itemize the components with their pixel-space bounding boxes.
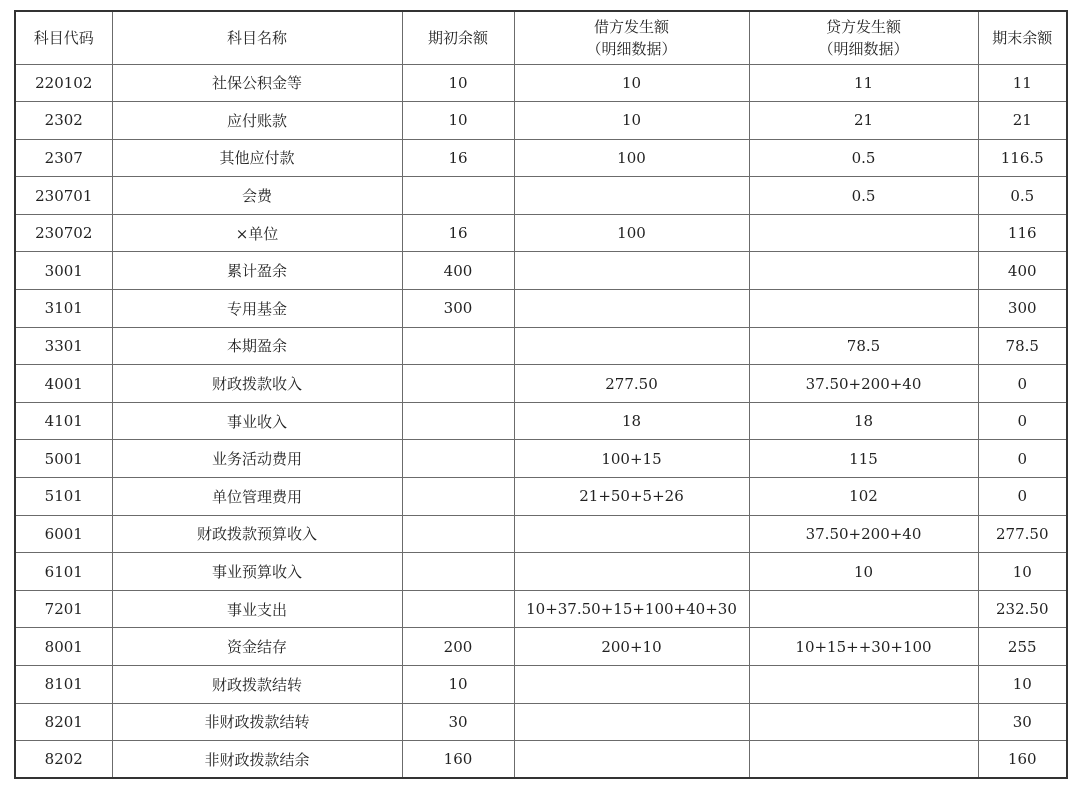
cell-credit: 10+15++30+100: [749, 628, 978, 666]
cell-credit: [749, 703, 978, 741]
cell-credit: 102: [749, 478, 978, 516]
cell-code: 2307: [15, 139, 112, 177]
table-header: [15, 11, 1067, 64]
cell-opening: [402, 590, 514, 628]
cell-closing: 160: [978, 741, 1067, 779]
table-row: [15, 553, 1067, 591]
cell-credit: [749, 666, 978, 704]
table-row: [15, 402, 1067, 440]
cell-debit: 277.50: [514, 365, 749, 403]
cell-debit: [514, 327, 749, 365]
cell-closing: 0: [978, 402, 1067, 440]
cell-opening: [402, 365, 514, 403]
cell-name: 财政拨款结转: [112, 666, 402, 704]
cell-code: 6001: [15, 515, 112, 553]
cell-opening: 300: [402, 290, 514, 328]
table-row: [15, 515, 1067, 553]
cell-name: ×单位: [112, 214, 402, 252]
table-row: [15, 290, 1067, 328]
table-row: [15, 703, 1067, 741]
header-debit-title: 借方发生额: [593, 17, 669, 36]
cell-name: 业务活动费用: [112, 440, 402, 478]
cell-closing: 116: [978, 214, 1067, 252]
cell-name: 事业收入: [112, 402, 402, 440]
cell-opening: [402, 177, 514, 215]
cell-closing: 277.50: [978, 515, 1067, 553]
cell-code: 8101: [15, 666, 112, 704]
cell-opening: 10: [402, 102, 514, 140]
cell-debit: [514, 703, 749, 741]
cell-closing: 116.5: [978, 139, 1067, 177]
cell-code: 4001: [15, 365, 112, 403]
cell-credit: 78.5: [749, 327, 978, 365]
cell-debit: [514, 515, 749, 553]
cell-opening: [402, 327, 514, 365]
table-row: [15, 478, 1067, 516]
cell-debit: 18: [514, 402, 749, 440]
cell-credit: 0.5: [749, 177, 978, 215]
cell-name: 事业预算收入: [112, 553, 402, 591]
cell-closing: 0.5: [978, 177, 1067, 215]
cell-debit: [514, 177, 749, 215]
cell-opening: [402, 478, 514, 516]
cell-name: 应付账款: [112, 102, 402, 140]
cell-code: 8202: [15, 741, 112, 779]
cell-closing: 0: [978, 440, 1067, 478]
cell-credit: 11: [749, 64, 978, 102]
cell-closing: 78.5: [978, 327, 1067, 365]
cell-code: 3101: [15, 290, 112, 328]
header-credit-title: 贷方发生额: [825, 17, 901, 36]
cell-code: 8001: [15, 628, 112, 666]
cell-credit: 18: [749, 402, 978, 440]
cell-code: 8201: [15, 703, 112, 741]
cell-code: 4101: [15, 402, 112, 440]
cell-debit: 200+10: [514, 628, 749, 666]
table-row: [15, 590, 1067, 628]
cell-credit: [749, 214, 978, 252]
cell-closing: 11: [978, 64, 1067, 102]
cell-name: 单位管理费用: [112, 478, 402, 516]
cell-credit: 10: [749, 553, 978, 591]
header-name: 科目名称: [112, 11, 402, 64]
header-credit: [749, 11, 978, 64]
cell-debit: 100+15: [514, 440, 749, 478]
cell-debit: 100: [514, 214, 749, 252]
cell-credit: [749, 290, 978, 328]
cell-name: 财政拨款收入: [112, 365, 402, 403]
cell-name: 事业支出: [112, 590, 402, 628]
cell-credit: 21: [749, 102, 978, 140]
cell-closing: 0: [978, 365, 1067, 403]
cell-opening: 400: [402, 252, 514, 290]
cell-name: 本期盈余: [112, 327, 402, 365]
cell-name: 其他应付款: [112, 139, 402, 177]
cell-code: 5101: [15, 478, 112, 516]
table-row: [15, 440, 1067, 478]
cell-closing: 300: [978, 290, 1067, 328]
cell-code: 7201: [15, 590, 112, 628]
cell-code: 6101: [15, 553, 112, 591]
cell-opening: 200: [402, 628, 514, 666]
header-opening: 期初余额: [402, 11, 514, 64]
cell-closing: 10: [978, 666, 1067, 704]
header-closing: 期末余额: [978, 11, 1067, 64]
cell-name: 社保公积金等: [112, 64, 402, 102]
cell-code: 230701: [15, 177, 112, 215]
cell-credit: [749, 741, 978, 779]
cell-code: 220102: [15, 64, 112, 102]
cell-closing: 0: [978, 478, 1067, 516]
header-row: [15, 11, 1067, 64]
table-row: [15, 139, 1067, 177]
cell-debit: [514, 553, 749, 591]
cell-debit: 10: [514, 102, 749, 140]
cell-credit: [749, 252, 978, 290]
header-debit-subtitle: （明细数据）: [586, 39, 677, 58]
cell-opening: 16: [402, 139, 514, 177]
cell-credit: 0.5: [749, 139, 978, 177]
cell-credit: 115: [749, 440, 978, 478]
cell-opening: 10: [402, 64, 514, 102]
cell-debit: 10+37.50+15+100+40+30: [514, 590, 749, 628]
cell-closing: 10: [978, 553, 1067, 591]
cell-closing: 400: [978, 252, 1067, 290]
cell-credit: 37.50+200+40: [749, 515, 978, 553]
table-row: [15, 214, 1067, 252]
cell-closing: 21: [978, 102, 1067, 140]
cell-name: 财政拨款预算收入: [112, 515, 402, 553]
cell-code: 2302: [15, 102, 112, 140]
cell-name: 资金结存: [112, 628, 402, 666]
cell-name: 非财政拨款结余: [112, 741, 402, 779]
cell-code: 230702: [15, 214, 112, 252]
cell-name: 累计盈余: [112, 252, 402, 290]
table-row: [15, 177, 1067, 215]
table-row: [15, 252, 1067, 290]
cell-debit: [514, 252, 749, 290]
table-row: [15, 741, 1067, 779]
table-body: [15, 64, 1067, 778]
cell-opening: [402, 402, 514, 440]
table-row: [15, 365, 1067, 403]
cell-opening: [402, 553, 514, 591]
cell-name: 会费: [112, 177, 402, 215]
cell-closing: 255: [978, 628, 1067, 666]
cell-closing: 30: [978, 703, 1067, 741]
ledger-table: [14, 10, 1068, 779]
cell-code: 5001: [15, 440, 112, 478]
cell-credit: [749, 590, 978, 628]
header-debit: [514, 11, 749, 64]
table-row: [15, 666, 1067, 704]
cell-opening: 10: [402, 666, 514, 704]
cell-code: 3301: [15, 327, 112, 365]
header-credit-subtitle: （明细数据）: [818, 39, 909, 58]
cell-opening: 160: [402, 741, 514, 779]
cell-opening: [402, 440, 514, 478]
cell-code: 3001: [15, 252, 112, 290]
cell-debit: 100: [514, 139, 749, 177]
cell-closing: 232.50: [978, 590, 1067, 628]
cell-name: 专用基金: [112, 290, 402, 328]
cell-credit: 37.50+200+40: [749, 365, 978, 403]
cell-debit: 10: [514, 64, 749, 102]
table-row: [15, 327, 1067, 365]
cell-opening: 16: [402, 214, 514, 252]
cell-debit: [514, 290, 749, 328]
table-row: [15, 102, 1067, 140]
cell-debit: [514, 666, 749, 704]
cell-opening: [402, 515, 514, 553]
table-row: [15, 64, 1067, 102]
cell-opening: 30: [402, 703, 514, 741]
cell-name: 非财政拨款结转: [112, 703, 402, 741]
cell-debit: [514, 741, 749, 779]
header-code: 科目代码: [15, 11, 112, 64]
cell-debit: 21+50+5+26: [514, 478, 749, 516]
table-row: [15, 628, 1067, 666]
